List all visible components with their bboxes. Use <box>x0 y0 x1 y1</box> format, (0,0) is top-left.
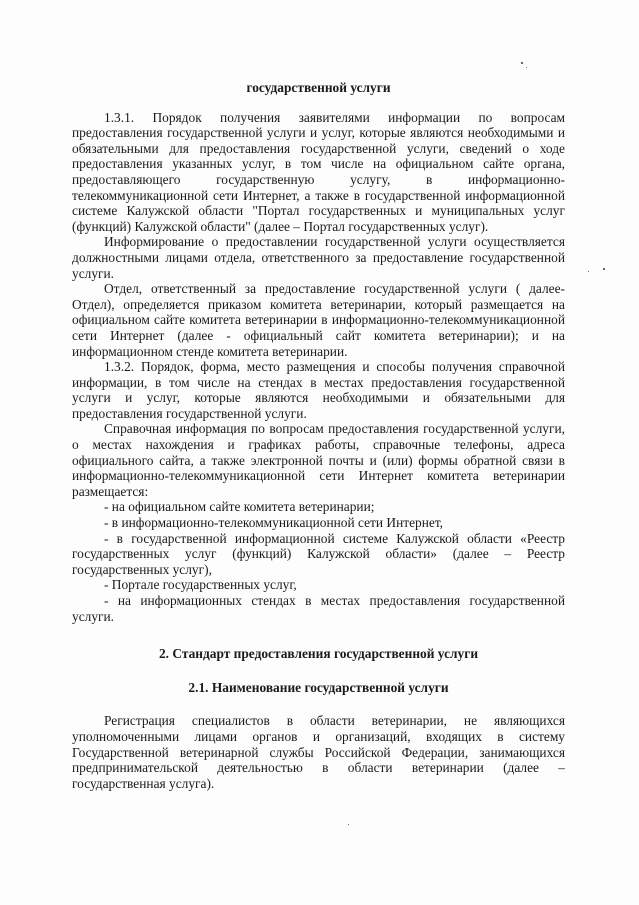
paragraph-reference-info: Справочная информация по вопросам предоставления государственной услуги, о местах нахождения и графиках работы, справочные телефоны, адреса официального сайта, а также электронной почты и (или) формы обратной связи в информационно-телекоммуникационной сети Интернет комитета ветеринарии размещается: <box>72 421 565 499</box>
list-item: - в государственной информационной системе Калужской области «Реестр государственных услуг (функций) Калужской области» (далее – Реестр государственных услуг), <box>72 530 565 577</box>
list-item: - на официальном сайте комитета ветеринарии; <box>104 499 375 515</box>
document-body <box>72 80 565 791</box>
paragraph-1-3-2: 1.3.2. Порядок, форма, место размещения и способы получения справочной информации, в том числе на стендах в местах предоставления государственной услуги и услуг, которые являются необходимыми и обязательными для предоставления государственной услуги. <box>72 359 565 421</box>
paragraph-department: Отдел, ответственный за предоставление государственной услуги ( далее- Отдел), определяется приказом комитета ветеринарии, который размещается на официальном сайте комитета ветеринарии в информационно-телекоммуникационной сети Интернет (далее - официальный сайт комитета ветеринарии); и на информационном стенде комитета ветеринарии. <box>72 281 565 359</box>
scan-speck <box>603 268 605 270</box>
scan-speck <box>521 62 523 64</box>
paragraph-service-name: Регистрация специалистов в области ветеринарии, не являющихся уполномоченными лицами органов и организаций, входящих в систему Государственной ветеринарной службы Российской Федерации, занимающихся предпринимательской деятельностью в области ветеринарии (далее – государственная услуга). <box>72 713 565 791</box>
section-heading: 2. Стандарт предоставления государственной услуги <box>158 646 479 662</box>
paragraph-informing: Информирование о предоставлении государственной услуги осуществляется должностными лицами отдела, ответственного за предоставление государственной услуги. <box>72 234 565 281</box>
scan-speck <box>348 824 349 825</box>
list-item: - в информационно-телекоммуникационной сети Интернет, <box>104 515 444 531</box>
subsection-heading: 2.1. Наименование государственной услуги <box>188 679 449 695</box>
list-item: - на информационных стендах в местах предоставления государственной услуги. <box>72 593 565 624</box>
title-fragment: государственной услуги <box>246 80 391 95</box>
scan-speck <box>588 271 589 272</box>
scan-speck <box>526 67 527 68</box>
list-item: - Портале государственных услуг, <box>104 577 297 593</box>
paragraph-1-3-1: 1.3.1. Порядок получения заявителями информации по вопросам предоставления государственной услуги и услуг, которые являются необходимыми и обязательными для предоставления государственной услуги, сведений о ходе предоставления указанных услуг, в том числе на официальном сайте органа, предоставляющего государственную услугу, в информационно-телекоммуникационной сети Интернет, а также в государственной информационной системе Калужской области "Портал государственных и муниципальных услуг (функций) Калужской области" (далее – Портал государственных услуг). <box>72 109 565 234</box>
